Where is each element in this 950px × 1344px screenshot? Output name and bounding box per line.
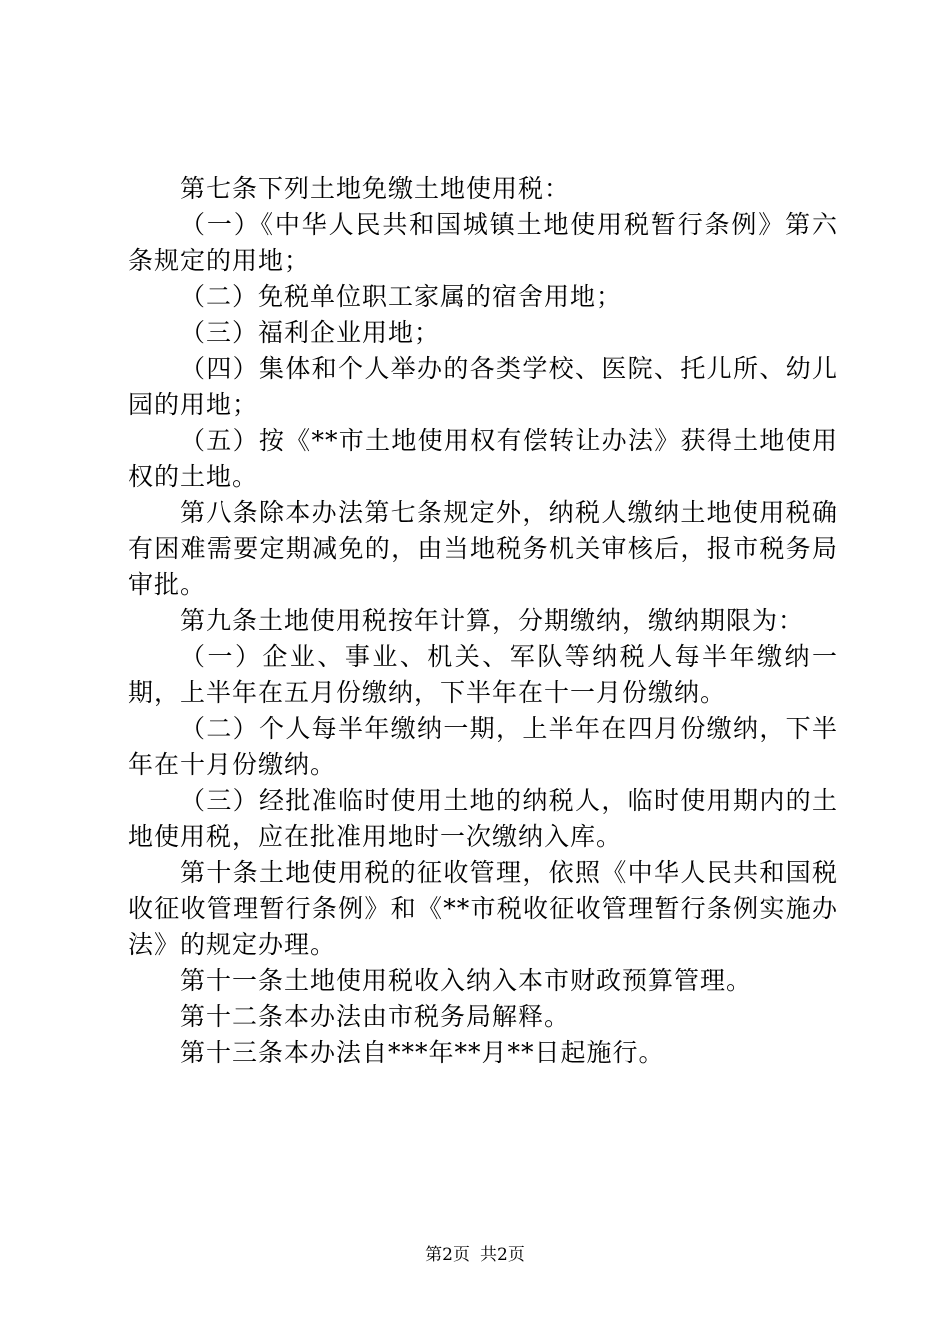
paragraph-article-7-item-2: （二）免税单位职工家属的宿舍用地； [180, 282, 623, 311]
paragraph-article-7: 第七条下列土地免缴土地使用税： [180, 174, 571, 203]
page-total: 共2页 [480, 1245, 525, 1265]
document-body [128, 171, 838, 1071]
paragraph-article-7-item-5: （五）按《**市土地使用权有偿转让办法》获得土地使用权的土地。 [128, 426, 838, 491]
paragraph-article-7-item-3: （三）福利企业用地； [180, 318, 441, 347]
paragraph-article-8: 第八条除本办法第七条规定外，纳税人缴纳土地使用税确有困难需要定期减免的，由当地税务机关审核后，报市税务局审批。 [128, 498, 838, 599]
paragraph-article-7-item-4: （四）集体和个人举办的各类学校、医院、托儿所、幼儿园的用地； [128, 354, 838, 419]
paragraph-article-9-item-3: （三）经批准临时使用土地的纳税人，临时使用期内的土地使用税，应在批准用地时一次缴纳入库。 [128, 786, 838, 851]
paragraph-article-9-item-2: （二）个人每半年缴纳一期，上半年在四月份缴纳，下半年在十月份缴纳。 [128, 714, 838, 779]
paragraph-article-9: 第九条土地使用税按年计算，分期缴纳，缴纳期限为： [180, 606, 805, 635]
paragraph-article-9-item-1: （一）企业、事业、机关、军队等纳税人每半年缴纳一期，上半年在五月份缴纳，下半年在十一月份缴纳。 [128, 642, 838, 707]
paragraph-article-11: 第十一条土地使用税收入纳入本市财政预算管理。 [180, 966, 753, 995]
paragraph-article-12: 第十二条本办法由市税务局解释。 [180, 1002, 571, 1031]
paragraph-article-10: 第十条土地使用税的征收管理，依照《中华人民共和国税收征收管理暂行条例》和《**市税收征收管理暂行条例实施办法》的规定办理。 [128, 858, 838, 959]
page-number: 第2页 [425, 1245, 470, 1265]
page-footer [0, 1243, 950, 1267]
paragraph-article-13: 第十三条本办法自***年**月**日起施行。 [180, 1038, 665, 1067]
paragraph-article-7-item-1: （一）《中华人民共和国城镇土地使用税暂行条例》第六条规定的用地； [128, 210, 838, 275]
